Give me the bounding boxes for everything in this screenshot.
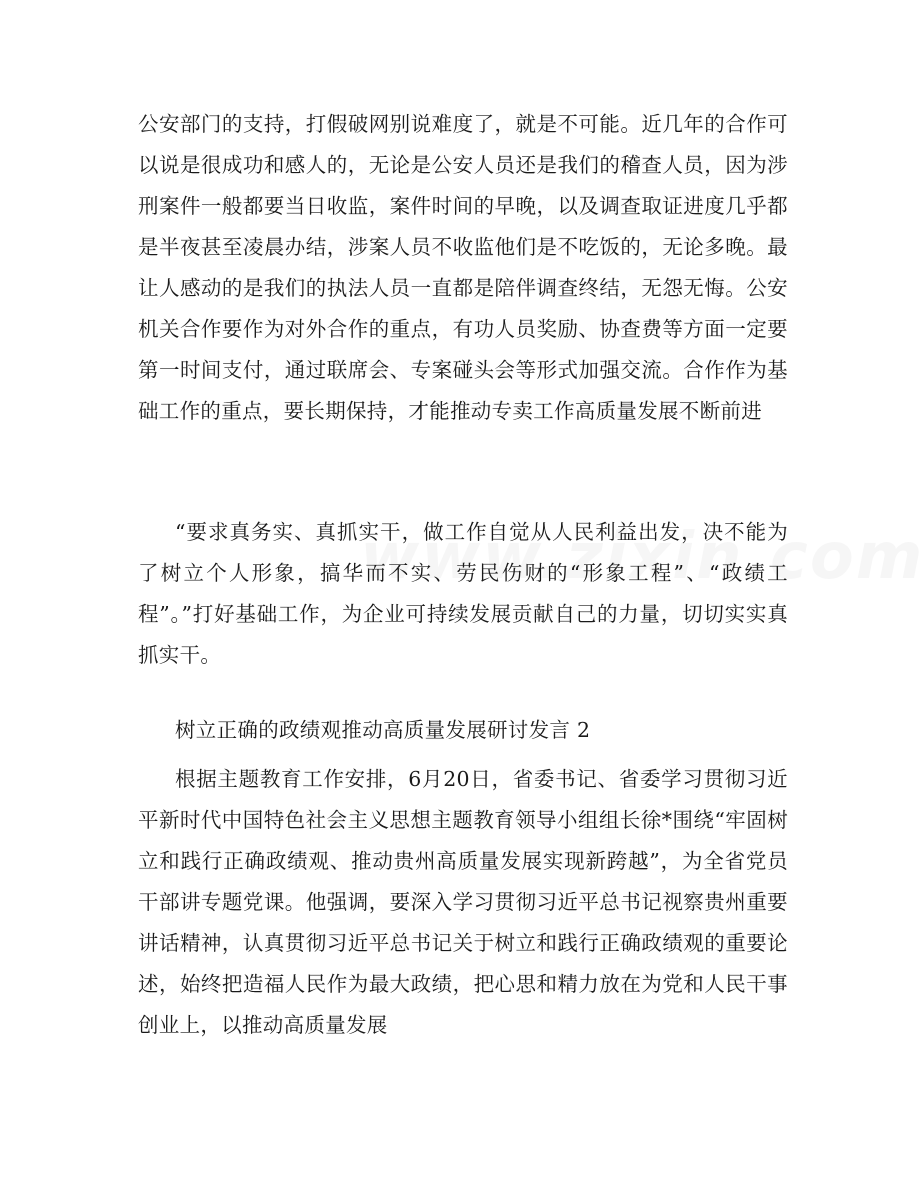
paragraph-3: 根据主题教育工作安排，6月20日，省委书记、省委学习贯彻习近平新时代中国特色社会主义思想主题教育领导小组组长徐*围绕“牢固树立和践行正确政绩观、推动贵州高质量发展实现新跨越”，为全省党员干部讲专题党课。他强调，要深入学习贯彻习近平总书记视察贵州重要讲话精神，认真贯彻习近平总书记关于树立和践行正确政绩观的重要论述，始终把造福人民作为最大政绩，把心思和精力放在为党和人民干事创业上，以推动高质量发展 <box>138 767 788 1037</box>
paragraph-1: 公安部门的支持，打假破网别说难度了，就是不可能。近几年的合作可以说是很成功和感人的，无论是公安人员还是我们的稽查人员，因为涉刑案件一般都要当日收监，案件时间的早晚，以及调查取证进度几乎都是半夜甚至凌晨办结，涉案人员不收监他们是不吃饭的，无论多晚。最让人感动的是我们的执法人员一直都是陪伴调查终结，无怨无悔。公安机关合作要作为对外合作的重点，有功人员奖励、协查费等方面一定要第一时间支付，通过联席会、专案碰头会等形式加强交流。合作作为基础工作的重点，要长期保持，才能推动专卖工作高质量发展不断前进 <box>138 112 788 423</box>
section-title: 树立正确的政绩观推动高质量发展研讨发言 2 <box>175 718 591 742</box>
paragraph-2: “要求真务实、真抓实干，做工作自觉从人民利益出发，决不能为了树立个人形象，搞华而不实、劳民伤财的“形象工程”、“政绩工程”。”打好基础工作，为企业可持续发展贡献自己的力量，切切实实真抓实干。 <box>138 520 788 667</box>
